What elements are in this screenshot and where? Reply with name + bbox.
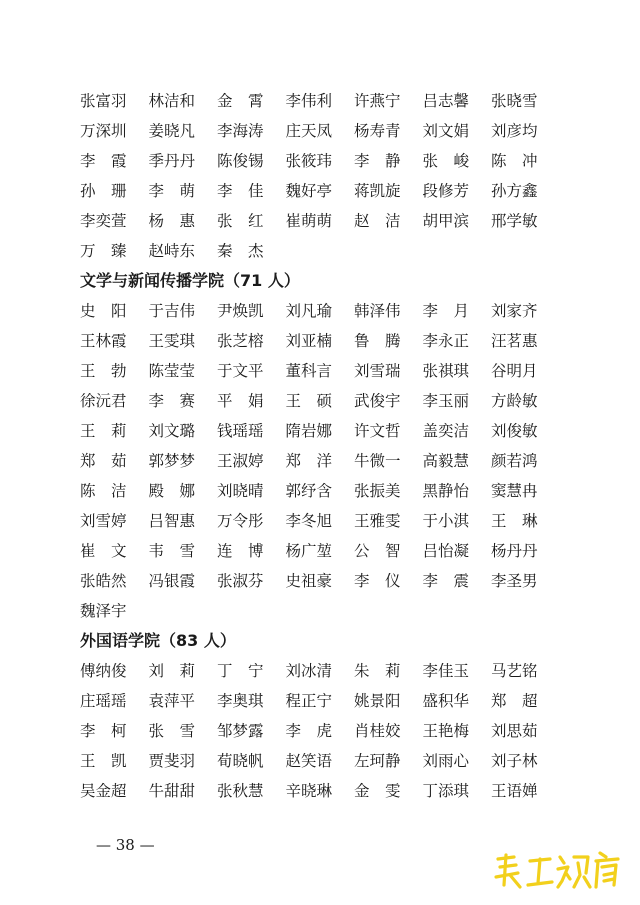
student-name: 陈莹莹 [148,362,196,380]
student-name: 李奕萱 [80,212,127,230]
student-name: 陈 冲 [491,152,538,170]
student-name: 李佳玉 [422,662,470,680]
student-name: 杨广堃 [285,542,333,560]
student-name: 王林霞 [80,332,127,350]
student-name: 窦慧冉 [491,482,538,500]
student-name: 吕志馨 [422,92,470,110]
student-name: 崔萌萌 [285,212,333,230]
student-name: 傅纳俊 [80,662,127,680]
student-name: 李 佳 [217,182,264,200]
student-name: 张秋慧 [217,782,264,800]
student-name: 魏好亭 [285,182,333,200]
student-name: 崔 文 [80,542,127,560]
student-name: 颜若鸿 [491,452,538,470]
student-name: 张芝榕 [217,332,264,350]
student-name: 张淑芬 [217,572,264,590]
student-name: 丁添琪 [422,782,470,800]
student-name: 袁萍平 [148,692,196,710]
student-name: 张筱玮 [285,152,333,170]
student-name: 刘 莉 [148,662,196,680]
student-name: 平 娟 [217,392,264,410]
student-name: 朱 莉 [354,662,401,680]
student-name: 林洁和 [148,92,196,110]
student-name: 刘思茹 [491,722,538,740]
student-name: 刘彦均 [491,122,538,140]
student-name: 庄瑶瑶 [80,692,127,710]
student-name: 王 勃 [80,362,127,380]
student-name: 秦 杰 [217,242,264,260]
student-name: 李 仪 [354,572,401,590]
name-grid [80,656,570,806]
student-name: 王雅雯 [354,512,401,530]
student-name: 于吉伟 [148,302,196,320]
student-name: 刘俊敏 [491,422,538,440]
student-name: 李 萌 [148,182,196,200]
student-name: 于小淇 [422,512,470,530]
student-name: 王 凯 [80,752,127,770]
name-grid [80,296,570,626]
student-name: 李 静 [354,152,401,170]
student-name: 李 震 [422,572,470,590]
student-name: 赵 洁 [354,212,401,230]
student-name: 汪茗惠 [491,332,538,350]
student-name: 刘亚楠 [285,332,333,350]
student-name: 牛甜甜 [148,782,196,800]
student-name: 钱瑶瑶 [217,422,264,440]
student-name: 李 虎 [285,722,333,740]
student-name: 史祖豪 [285,572,333,590]
student-name: 杨寿青 [354,122,401,140]
name-list-content [80,86,570,806]
student-name: 张 雪 [148,722,196,740]
watermark-logo [492,849,622,893]
student-name: 吕怡凝 [422,542,470,560]
student-name: 李 赛 [148,392,196,410]
student-name: 张晓雪 [491,92,538,110]
student-name: 丁 宁 [217,662,264,680]
student-name: 郑 洋 [285,452,333,470]
student-name: 魏泽宇 [80,602,127,620]
student-name: 史 阳 [80,302,127,320]
section-title: 文学与新闻传播学院（71 人） [80,271,300,290]
student-name: 季丹丹 [148,152,196,170]
student-name: 陈 洁 [80,482,127,500]
student-name: 鲁 腾 [354,332,401,350]
student-name: 张富羽 [80,92,127,110]
student-name: 盛积华 [422,692,470,710]
student-name: 于文平 [217,362,264,380]
student-name: 牛微一 [354,452,401,470]
student-name: 王艳梅 [422,722,470,740]
student-name: 刘晓晴 [217,482,264,500]
student-name: 金 霄 [217,92,264,110]
student-name: 许文哲 [354,422,401,440]
student-name: 邢学敏 [491,212,538,230]
student-name: 刘雪婷 [80,512,127,530]
student-name: 公 智 [354,542,401,560]
student-name: 孙 珊 [80,182,127,200]
page-number: — 38 — [96,836,155,854]
student-name: 李海涛 [217,122,264,140]
student-name: 赵峙东 [148,242,196,260]
student-name: 陈俊锡 [217,152,264,170]
student-name: 万 臻 [80,242,127,260]
student-name: 贾斐羽 [148,752,196,770]
student-name: 李 柯 [80,722,127,740]
student-name: 殿 娜 [148,482,196,500]
student-name: 张皓然 [80,572,127,590]
student-name: 程正宁 [285,692,333,710]
name-grid [80,86,570,266]
student-name: 赵笑语 [285,752,333,770]
student-name: 吴金超 [80,782,127,800]
student-name: 吕智惠 [148,512,196,530]
student-name: 王 莉 [80,422,127,440]
student-name: 连 博 [217,542,264,560]
student-name: 孙方鑫 [491,182,538,200]
student-name: 许燕宁 [354,92,401,110]
student-name: 李圣男 [491,572,538,590]
student-name: 郭纾含 [285,482,333,500]
student-name: 郑 超 [491,692,538,710]
student-name: 王雯琪 [148,332,196,350]
student-name: 刘雨心 [422,752,470,770]
student-name: 武俊宇 [354,392,401,410]
student-name: 张 红 [217,212,264,230]
watermark-calligraphy-icon [492,849,622,893]
student-name: 郑 茹 [80,452,127,470]
student-name: 郭梦梦 [148,452,196,470]
student-name: 刘文璐 [148,422,196,440]
student-name: 李玉丽 [422,392,470,410]
student-name: 韩泽伟 [354,302,401,320]
student-name: 韦 雪 [148,542,196,560]
student-name: 王淑婷 [217,452,264,470]
student-name: 刘家齐 [491,302,538,320]
student-name: 王 硕 [285,392,333,410]
student-name: 高毅慧 [422,452,470,470]
student-name: 杨 惠 [148,212,196,230]
student-name: 姜晓凡 [148,122,196,140]
student-name: 刘子林 [491,752,538,770]
student-name: 杨丹丹 [491,542,538,560]
student-name: 盖奕洁 [422,422,470,440]
student-name: 刘文娟 [422,122,470,140]
student-name: 左珂静 [354,752,401,770]
student-name: 王 琳 [491,512,538,530]
student-name: 张振美 [354,482,401,500]
student-name: 万令彤 [217,512,264,530]
student-name: 姚景阳 [354,692,401,710]
student-name: 刘凡瑜 [285,302,333,320]
student-name: 李冬旭 [285,512,333,530]
student-name: 谷明月 [491,362,538,380]
student-name: 邹梦露 [217,722,264,740]
student-name: 马艺铭 [491,662,538,680]
student-name: 王语婵 [491,782,538,800]
student-name: 尹焕凯 [217,302,264,320]
student-name: 李奥琪 [217,692,264,710]
section-title: 外国语学院（83 人） [80,631,236,650]
student-name: 方龄敏 [491,392,538,410]
student-name: 胡甲滨 [422,212,470,230]
student-name: 辛晓琳 [285,782,333,800]
student-name: 冯银霞 [148,572,196,590]
student-name: 张祺琪 [422,362,470,380]
student-name: 董科言 [285,362,333,380]
student-name: 荀晓帆 [217,752,264,770]
student-name: 黑静怡 [422,482,470,500]
student-name: 李 月 [422,302,470,320]
student-name: 蒋凯旋 [354,182,401,200]
student-name: 李伟利 [285,92,333,110]
student-name: 庄天凤 [285,122,333,140]
student-name: 张 峻 [422,152,470,170]
student-name: 段修芳 [422,182,470,200]
student-name: 徐沅君 [80,392,127,410]
student-name: 刘冰清 [285,662,333,680]
student-name: 李永正 [422,332,470,350]
student-name: 肖桂姣 [354,722,401,740]
student-name: 刘雪瑞 [354,362,401,380]
student-name: 万深圳 [80,122,127,140]
student-name: 隋岩娜 [285,422,333,440]
student-name: 金 雯 [354,782,401,800]
student-name: 李 霞 [80,152,127,170]
